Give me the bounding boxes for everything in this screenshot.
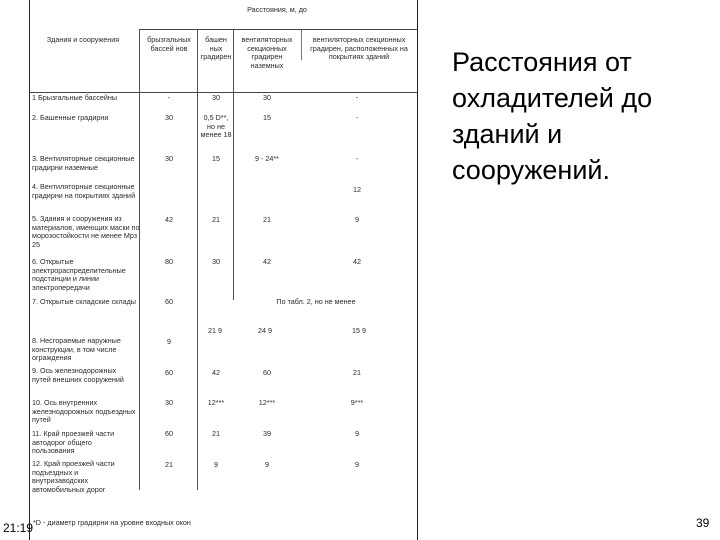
cell: 30 — [212, 257, 220, 266]
cell: 0,5 D**, но не менее 18 — [200, 113, 232, 140]
col-header-4: вентиляторных секционных градирен, расположенных на покрытиях зданий — [310, 35, 408, 62]
row-label-10: 10. Ось внутренних железнодорожных подъездных путей — [32, 398, 136, 425]
cell: 60 — [165, 297, 173, 306]
row-label-12: 12. Край проезжей части подъездных и внутризаводских автомобильных дорог — [32, 459, 115, 494]
cell: - — [167, 93, 171, 102]
cell: - — [355, 154, 359, 163]
cell: 12 — [353, 185, 361, 194]
cell: 80 — [165, 257, 173, 266]
cell: 30 — [165, 154, 173, 163]
cell: 9 — [355, 429, 359, 438]
col-header-0: Здания и сооружения — [46, 35, 120, 44]
cell: 39 — [263, 429, 271, 438]
cell: 9*** — [350, 398, 364, 407]
cell: 12*** — [258, 398, 276, 407]
cell: 9 - 24** — [255, 154, 279, 163]
row-label-3: 3. Вентиляторные секционные градирни наземные — [32, 154, 135, 172]
row-label-1: 1 Брызгальные бассейны — [32, 93, 117, 102]
cell: 21 — [212, 429, 220, 438]
cell: 21 — [353, 368, 361, 377]
cell: 24 9 — [258, 326, 272, 335]
row-label-5: 5. Здания и сооружения из материалов, имеющих маски по морозостойкости не менее Мрз 25 — [32, 214, 140, 249]
cell: 21 9 — [208, 326, 222, 335]
row-label-2: 2. Башенные градирни — [32, 113, 109, 122]
cell: 42 — [263, 257, 271, 266]
col-divider-2 — [197, 30, 198, 490]
cell: 42 — [353, 257, 361, 266]
time-label: 21:19 — [3, 521, 34, 535]
cell: 21 — [212, 215, 220, 224]
page-number: 39 — [696, 516, 710, 530]
cell: 30 — [263, 93, 271, 102]
col-header-1: брызгальных бассей нов — [147, 35, 191, 53]
cell: 60 — [165, 429, 173, 438]
cell: 60 — [165, 368, 173, 377]
scanned-table — [27, 0, 419, 540]
cell: 42 — [212, 368, 220, 377]
cell: 30 — [165, 398, 173, 407]
cell: 9 — [214, 460, 218, 469]
table-left-border — [29, 0, 30, 540]
col-header-3: вентиляторных секционных градирен наземных — [241, 35, 293, 70]
row-label-9: 9. Ось железнодорожных путей внешних сооружений — [32, 366, 124, 384]
cell: 21 — [165, 460, 173, 469]
cell: 60 — [263, 368, 271, 377]
cell: 9 — [167, 337, 171, 346]
cell: - — [355, 93, 359, 102]
cell: 9 — [265, 460, 269, 469]
header-top-line — [139, 29, 417, 30]
slide-caption: Расстояния от охладителей до зданий и сооружений. — [452, 47, 653, 185]
table-footnote: *D - диаметр градирни на уровне входных окон — [33, 518, 191, 527]
cell: 42 — [165, 215, 173, 224]
col-divider-4 — [301, 30, 302, 60]
cell: 15 — [212, 154, 220, 163]
cell: По табл. 2, но не менее — [276, 297, 356, 306]
cell: 30 — [165, 113, 173, 122]
cell: 12*** — [207, 398, 225, 407]
cell: 30 — [212, 93, 220, 102]
cell: 15 9 — [352, 326, 366, 335]
row-label-8: 8. Несгораемые наружные конструкции, в том числе ограждения — [32, 336, 121, 363]
cell: 9 — [355, 215, 359, 224]
cell: 21 — [263, 215, 271, 224]
cell: 9 — [355, 460, 359, 469]
cell: - — [355, 113, 359, 122]
super-header: Расстояния, м, до — [247, 5, 307, 14]
cell: 15 — [263, 113, 271, 122]
row-label-7: 7. Открытые складские склады — [32, 297, 136, 306]
row-label-4: 4. Вентиляторные секционные градирни на покрытиях зданий — [32, 182, 136, 200]
table-right-border — [417, 0, 418, 540]
col-divider-3 — [233, 30, 234, 300]
col-header-2: башен ных градирен — [200, 35, 232, 62]
row-label-11: 11. Край проезжей части автодорог общего пользования — [32, 429, 115, 456]
row-label-6: 6. Открытые электрораспределительные подстанции и линии электропередачи — [32, 257, 126, 292]
